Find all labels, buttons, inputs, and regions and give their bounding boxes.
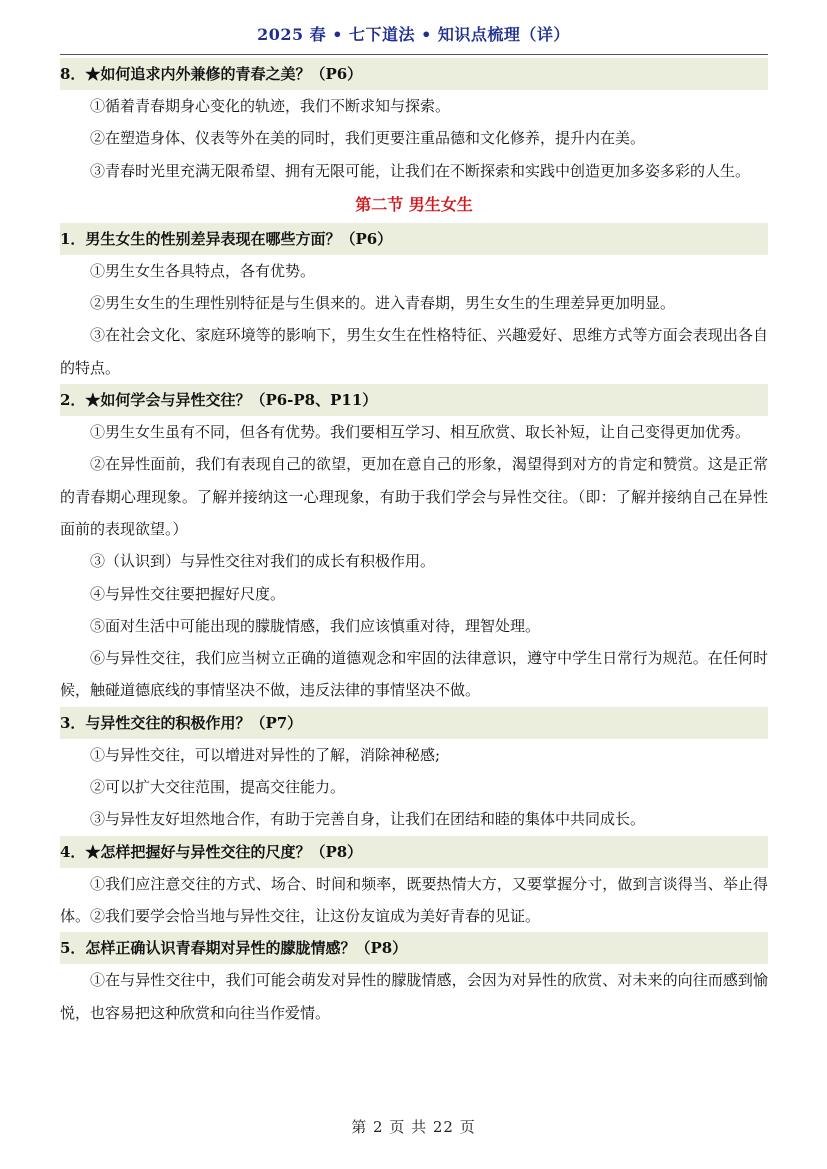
answer-paragraph: ③青春时光里充满无限希望、拥有无限可能，让我们在不断探索和实践中创造更加多姿多彩的人生。 <box>90 161 751 180</box>
answer-paragraph: ②在异性面前，我们有表现自己的欲望，更加在意自己的形象，渴望得到对方的肯定和赞赏。这是正常的青春期心理现象。了解并接纳这一心理现象，有助于我们学会与异性交往。（即：了解并接纳自己在异性面前的表现欲望。） <box>60 455 768 538</box>
question-4-heading: 4．★怎样把握好与异性交往的尺度？（P8） <box>60 836 768 868</box>
answer-paragraph: ③（认识到）与异性交往对我们的成长有积极作用。 <box>90 552 436 571</box>
question-2-heading: 2．★如何学会与异性交往？（P6-P8、P11） <box>60 384 768 416</box>
header-divider <box>60 54 768 55</box>
page-footer: 第 2 页 共 22 页 <box>351 1118 476 1136</box>
page-header-title: 2025 春 • 七下道法 • 知识点梳理（详） <box>257 25 570 44</box>
answer-paragraph: ①我们应注意交往的方式、场合、时间和频率，既要热情大方，又要掌握分寸，做到言谈得当、举止得体。②我们要学会恰当地与异性交往，让这份友谊成为美好青春的见证。 <box>60 874 768 925</box>
answer-paragraph: ①循着青春期身心变化的轨迹，我们不断求知与探索。 <box>90 97 451 115</box>
answer-paragraph: ②可以扩大交往范围，提高交往能力。 <box>90 778 346 797</box>
answer-paragraph: ⑤面对生活中可能出现的朦胧情感，我们应该慎重对待，理智处理。 <box>90 616 541 635</box>
answer-paragraph: ⑥与异性交往，我们应当树立正确的道德观念和牢固的法律意识，遵守中学生日常行为规范。在任何时候，触碰道德底线的事情坚决不做，违反法律的事情坚决不做。 <box>60 649 768 700</box>
answer-paragraph: ②在塑造身体、仪表等外在美的同时，我们更要注重品德和文化修养，提升内在美。 <box>90 129 646 148</box>
answer-paragraph: ①与异性交往，可以增进对异性的了解，消除神秘感; <box>90 745 441 764</box>
question-5-heading: 5．怎样正确认识青春期对异性的朦胧情感？（P8） <box>60 932 768 964</box>
document-body <box>60 58 768 1029</box>
answer-paragraph: ②男生女生的生理性别特征是与生俱来的。进入青春期，男生女生的生理差异更加明显。 <box>90 294 676 313</box>
answer-paragraph: ①男生女生虽有不同，但各有优势。我们要相互学习、相互欣赏、取长补短，让自己变得更加优秀。 <box>90 423 751 442</box>
answer-paragraph: ④与异性交往要把握好尺度。 <box>90 584 286 603</box>
section-title: 第二节 男生女生 <box>355 194 473 214</box>
question-3-heading: 3．与异性交往的积极作用？（P7） <box>60 707 768 739</box>
question-1-heading: 1．男生女生的性别差异表现在哪些方面？（P6） <box>60 223 768 255</box>
answer-paragraph: ①在与异性交往中，我们可能会萌发对异性的朦胧情感，会因为对异性的欣赏、对未来的向往而感到愉悦，也容易把这种欣赏和向往当作爱情。 <box>60 971 768 1022</box>
answer-paragraph: ③在社会文化、家庭环境等的影响下，男生女生在性格特征、兴趣爱好、思维方式等方面会表现出各自的特点。 <box>60 326 768 377</box>
answer-paragraph: ①男生女生各具特点，各有优势。 <box>90 261 316 280</box>
question-8-heading: 8．★如何追求内外兼修的青春之美？（P6） <box>60 58 768 90</box>
answer-paragraph: ③与异性友好坦然地合作，有助于完善自身，让我们在团结和睦的集体中共同成长。 <box>90 810 646 829</box>
